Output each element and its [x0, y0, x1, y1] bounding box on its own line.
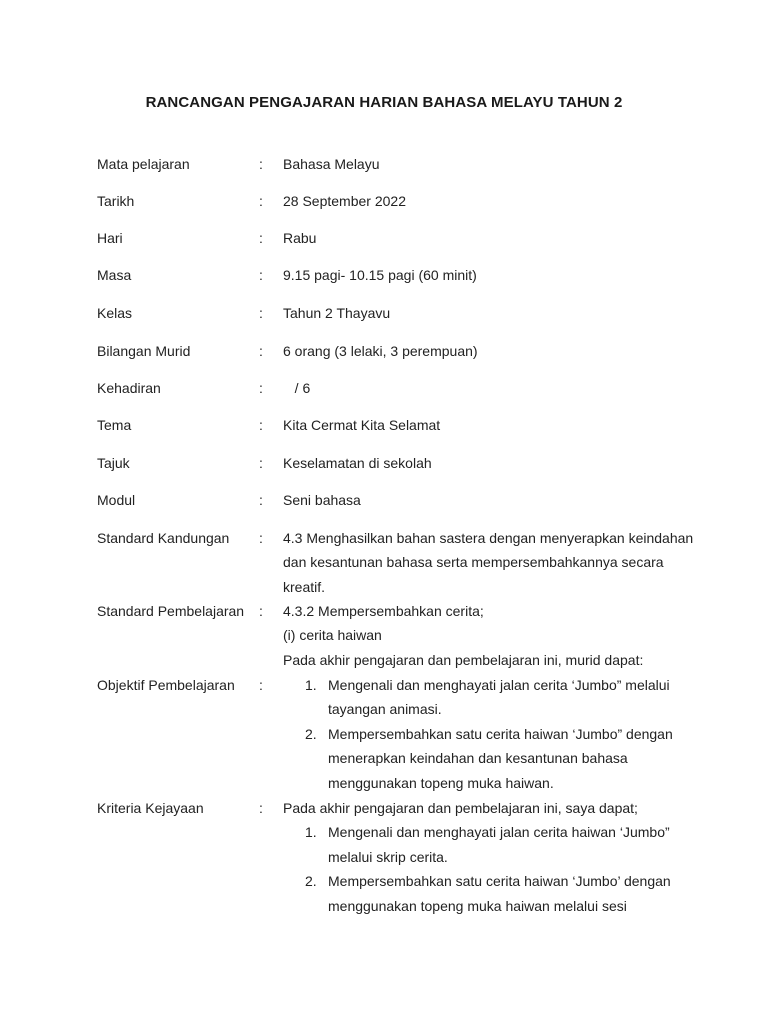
field-colon: :	[259, 677, 263, 693]
objective-list	[283, 673, 703, 795]
field-colon: :	[259, 267, 263, 283]
value-line: Mengenali dan menghayati jalan cerita ‘Jumbo” melalui	[328, 677, 670, 693]
list-number: 2.	[305, 873, 317, 890]
field-colon: :	[259, 380, 263, 396]
field-label: Tema	[97, 417, 132, 433]
field-colon: :	[259, 156, 263, 172]
field-value: Keselamatan di sekolah	[283, 455, 432, 471]
value-line: 4.3 Menghasilkan bahan sastera dengan menyerapkan keindahan	[283, 530, 694, 546]
field-colon: :	[259, 193, 263, 209]
value-line: menerapkan keindahan dan kesantunan bahasa	[328, 750, 628, 767]
value-line: dan kesantunan bahasa serta mempersembahkannya secara	[283, 554, 664, 571]
field-colon: :	[259, 603, 263, 619]
field-label: Tarikh	[97, 193, 135, 209]
field-value	[283, 526, 703, 599]
field-label: Masa	[97, 267, 132, 283]
value-line: Mempersembahkan satu cerita haiwan ‘Jumbo” dengan	[328, 725, 673, 742]
field-label: Mata pelajaran	[97, 156, 190, 172]
field-value: 28 September 2022	[283, 193, 406, 209]
field-value: Rabu	[283, 230, 317, 246]
field-label: Bilangan Murid	[97, 343, 191, 359]
field-label: Standard Kandungan	[97, 530, 230, 546]
field-value: Tahun 2 Thayavu	[283, 305, 391, 321]
list-item	[283, 673, 703, 722]
field-colon: :	[259, 305, 263, 321]
field-value	[283, 599, 703, 672]
field-value: / 6	[283, 380, 311, 396]
list-item	[283, 820, 703, 869]
field-colon: :	[259, 530, 263, 546]
objektif-intro: Pada akhir pengajaran dan pembelajaran ini, murid dapat:	[283, 651, 644, 668]
value-line: melalui skrip cerita.	[328, 848, 448, 865]
value-line: Mengenali dan menghayati jalan cerita haiwan ‘Jumbo”	[328, 824, 670, 841]
field-label: Kehadiran	[97, 380, 161, 396]
field-value: Kita Cermat Kita Selamat	[283, 417, 441, 433]
field-colon: :	[259, 800, 263, 816]
field-label: Hari	[97, 230, 123, 246]
list-number: 1.	[305, 677, 317, 693]
field-value: 6 orang (3 lelaki, 3 perempuan)	[283, 343, 478, 359]
field-label: Tajuk	[97, 455, 130, 471]
value-line: 4.3.2 Mempersembahkan cerita;	[283, 603, 484, 619]
criteria-list	[283, 796, 703, 918]
value-line: menggunakan topeng muka haiwan.	[328, 774, 554, 791]
value-line: (i) cerita haiwan	[283, 627, 382, 644]
field-colon: :	[259, 230, 263, 246]
value-line: kreatif.	[283, 578, 326, 595]
list-item	[283, 722, 703, 795]
field-colon: :	[259, 455, 263, 471]
field-label: Standard Pembelajaran	[97, 603, 245, 619]
page-title: RANCANGAN PENGAJARAN HARIAN BAHASA MELAYU TAHUN 2	[145, 94, 623, 111]
field-label: Kriteria Kejayaan	[97, 800, 204, 816]
field-value: Seni bahasa	[283, 492, 361, 508]
field-colon: :	[259, 343, 263, 359]
field-label: Objektif Pembelajaran	[97, 677, 235, 693]
value-line: tayangan animasi.	[328, 701, 442, 718]
field-colon: :	[259, 492, 263, 508]
value-line: Mempersembahkan satu cerita haiwan ‘Jumbo’ dengan	[328, 873, 671, 890]
field-label: Modul	[97, 492, 136, 508]
list-number: 1.	[305, 824, 317, 841]
field-colon: :	[259, 417, 263, 433]
field-value: Bahasa Melayu	[283, 156, 380, 172]
field-value: 9.15 pagi- 10.15 pagi (60 minit)	[283, 267, 477, 283]
list-item	[283, 869, 703, 918]
field-label: Kelas	[97, 305, 133, 321]
list-number: 2.	[305, 725, 317, 742]
kriteria-intro: Pada akhir pengajaran dan pembelajaran ini, saya dapat;	[283, 800, 638, 816]
value-line: menggunakan topeng muka haiwan melalui sesi	[328, 897, 627, 914]
